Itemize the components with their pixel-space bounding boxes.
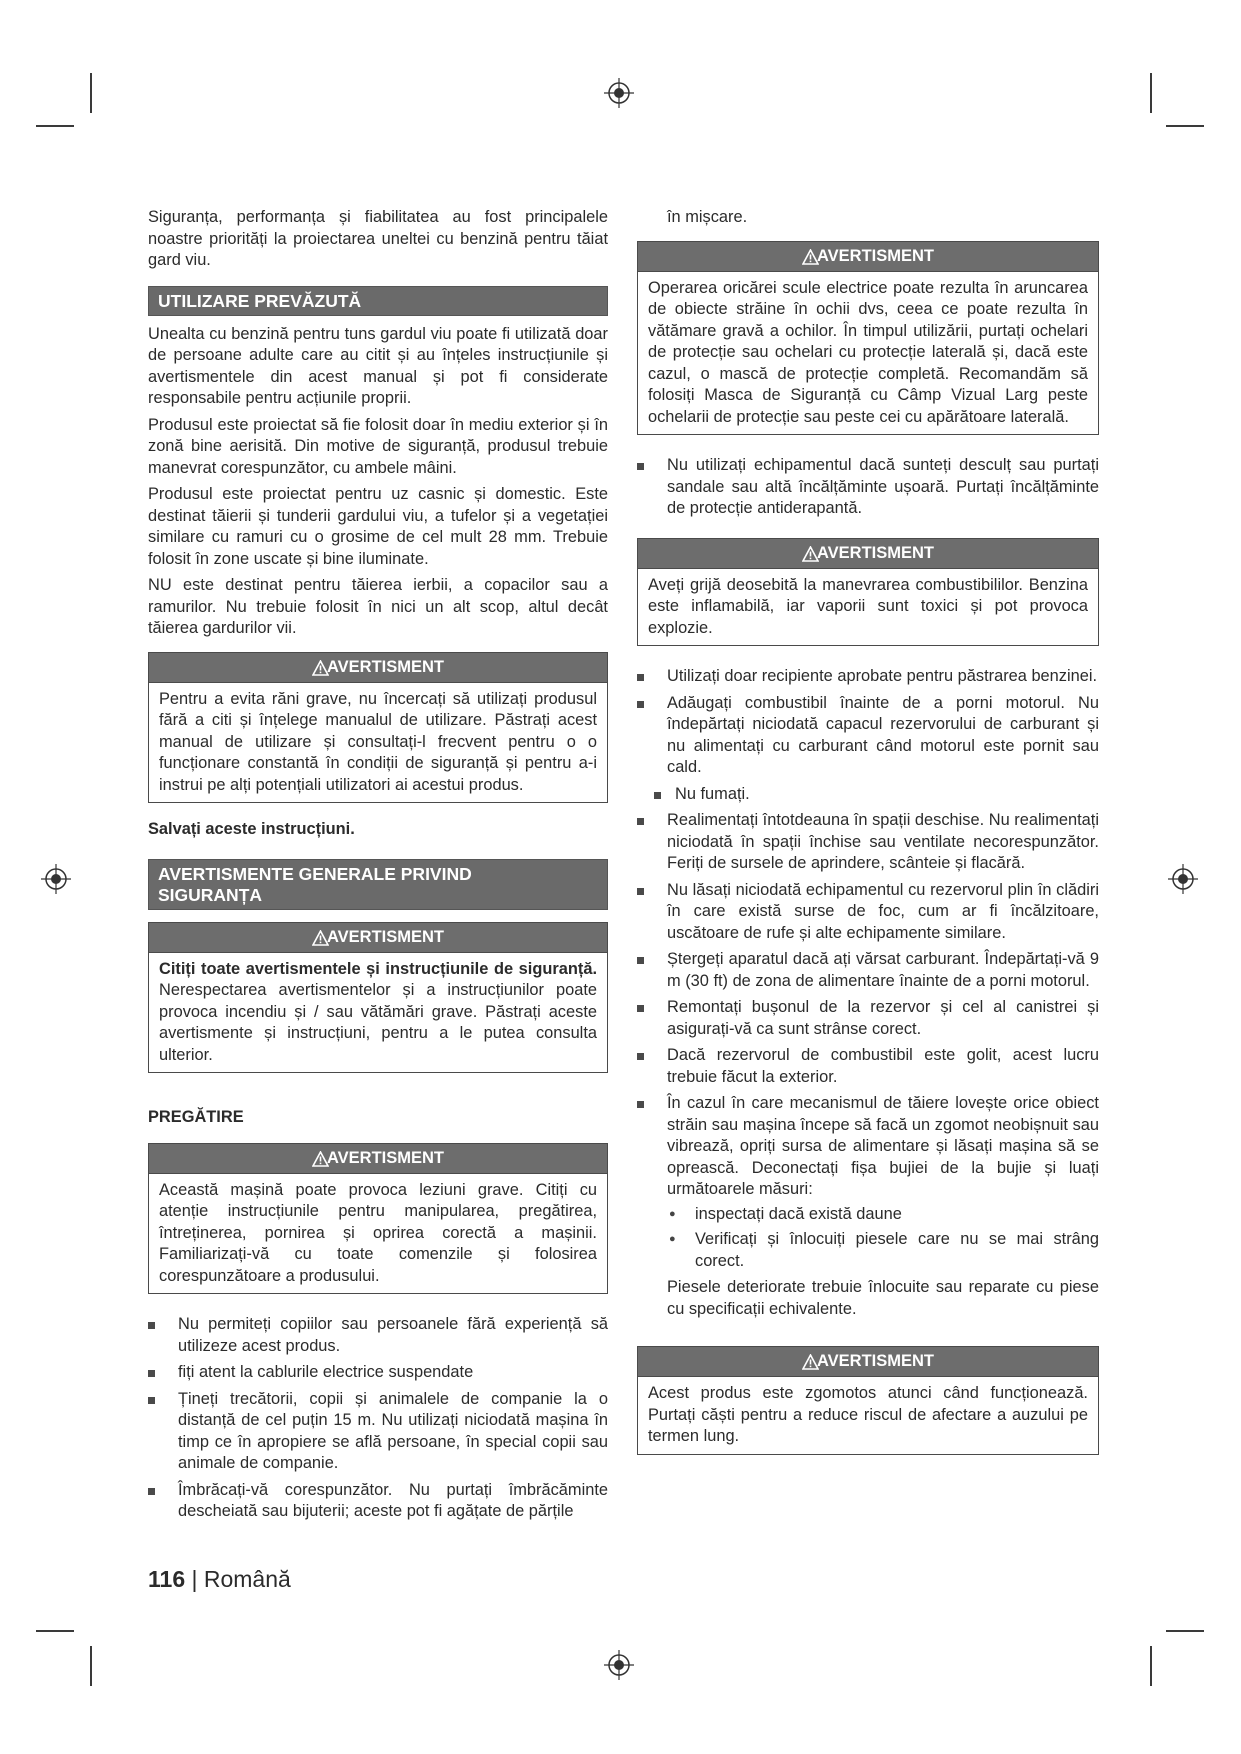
page-footer: 116 | Română (148, 1566, 291, 1592)
list-item: Dacă rezervorul de combustibil este golit, acest lucru trebuie făcut la exterior. (637, 1045, 1099, 1088)
list-item: Nu lăsați niciodată echipamentul cu rezervorul plin în clădiri în care există surse de foc, cum ar fi încălzitoare, uscătoare de rufe și alte echipamente similare. (637, 880, 1099, 945)
heading-line: SIGURANȚA (158, 884, 263, 905)
registration-mark-icon (41, 864, 71, 894)
fuel-list (637, 666, 1099, 1272)
warning-box (637, 1346, 1099, 1455)
crop-mark (90, 73, 92, 113)
warning-bold: Citiți toate avertismentele și instrucțiunile de siguranță. (159, 959, 597, 978)
list-item: Îmbrăcați-vă corespunzător. Nu purtați îmbrăcăminte descheiată sau bijuterii; aceste pot fi agățate de părțile (148, 1480, 608, 1523)
paragraph: Produsul este proiectat pentru uz casnic și domestic. Este destinat tăierii și tunderii gardului viu, a tufelor și a vegetației similare cu ramuri cu o grosime de cel mult 28 mm. Trebuie folosit în zone uscate și bine iluminate. (148, 485, 608, 568)
list-item (637, 1093, 1099, 1272)
warning-label: AVERTISMENT (326, 1148, 445, 1167)
warning-text: Acest produs este zgomotos atunci când funcționează. Purtați căști pentru a reduce riscul de afectare a auzului pe termen lung. (648, 1384, 1088, 1445)
warning-box (637, 538, 1099, 647)
warning-box (148, 652, 608, 804)
general-safety-heading (148, 859, 608, 910)
list-item: Realimentați întotdeauna în spații deschise. Nu realimentați niciodată în spații închise sau ventilate necorespunzător. Feriți de sursele de aprindere, scânteie și flacără. (637, 810, 1099, 875)
list-item: fiți atent la cablurile electrice suspendate (148, 1362, 608, 1384)
warning-label: AVERTISMENT (816, 246, 935, 265)
registration-mark-icon (1168, 864, 1198, 894)
left-column (148, 207, 608, 1528)
preparation-list (148, 1314, 608, 1523)
paragraph: NU este destinat pentru tăierea ierbii, a copacilor sau a ramurilor. Nu trebuie folosit în nici un alt scop, altul decât tăierea gardurilor vii. (148, 576, 608, 637)
sub-list-item: ● inspectați dacă există daune (667, 1204, 1099, 1226)
save-instructions: Salvați aceste instrucțiuni. (148, 820, 355, 838)
warning-header (638, 539, 1098, 569)
registration-mark-icon (604, 1650, 634, 1680)
impact-note: Piesele deteriorate trebuie înlocuite sau reparate cu piese cu specificații echivalente. (667, 1278, 1099, 1318)
list-item: Nu fumați. (654, 784, 1099, 806)
footer-language: Română (203, 1566, 291, 1592)
warning-box (637, 241, 1099, 436)
warning-label: AVERTISMENT (816, 1352, 935, 1370)
crop-mark (90, 1646, 92, 1686)
warning-header (638, 1347, 1098, 1377)
paragraph: Unealta cu benzină pentru tuns gardul viu poate fi utilizată doar de persoane adulte care au citit și au înțeles instrucțiunile și avertismentele din acest manual și pot fi considerate responsabile pentru acțiunile proprii. (148, 324, 608, 407)
crop-mark (36, 1630, 74, 1632)
warning-label: AVERTISMENT (816, 543, 935, 562)
list-item: Adăugați combustibil înainte de a porni motorul. Nu îndepărtați niciodată capacul rezervorului de carburant și nu alimentați cu carburant când motorul este pornit sau cald. (637, 693, 1099, 779)
intended-use-heading: UTILIZARE PREVĂZUTĂ (148, 286, 608, 316)
warning-rest: Nerespectarea avertismentelor și a instrucțiunilor poate provoca incendiu și / sau vătămări grave. Păstrați aceste avertismente și instrucțiuni, pentru a le putea consulta ulterior. (159, 981, 597, 1064)
crop-mark (1150, 1646, 1152, 1686)
warning-header (149, 653, 607, 683)
warning-text: Aveți grijă deosebită la manevrarea combustibililor. Benzina este inflamabilă, iar vaporii sunt toxici și pot provoca explozie. (648, 575, 1088, 637)
sub-list-item: ● Verificați și înlocuiți piesele care nu se mai strâng corect. (667, 1229, 1099, 1272)
warning-header (149, 923, 607, 953)
list-item: Nu utilizați echipamentul dacă sunteți desculț sau purtați sandale sau altă încălțăminte ușoară. Purtați încălțăminte de protecție antiderapantă. (637, 455, 1099, 520)
list-item: Utilizați doar recipiente aprobate pentru păstrarea benzinei. (637, 666, 1099, 688)
warning-box (148, 1143, 608, 1295)
list-item: Ștergeți aparatul dacă ați vărsat carburant. Îndepărtați-vă 9 m (30 ft) de zona de alimentare înainte de a porni motorul. (637, 949, 1099, 992)
right-column (637, 207, 1099, 1469)
warning-header (638, 242, 1098, 272)
page-number: 116 (148, 1566, 186, 1592)
warning-text: Operarea oricărei scule electrice poate rezulta în aruncarea de obiecte străine în ochii dvs, ceea ce poate rezulta în vătămare gravă a ochilor. În timpul utilizării, purtați ochelari de protecție sau ochelari cu protecție laterală și, dacă este cazul, o mască de protecție completă. Recomandăm să folosiți Masca de Siguranță cu Câmp Vizual Larg peste ochelarii de protecție sau peste cei cu apărătoare laterală. (648, 278, 1088, 426)
crop-mark (1166, 1630, 1204, 1632)
preparation-heading: PREGĂTIRE (148, 1108, 244, 1126)
paragraph: Produsul este proiectat să fie folosit doar în mediu exterior și în zonă bine aerisită. Din motive de siguranță, produsul trebuie manevrat corespunzător, cu ambele mâini. (148, 415, 608, 477)
warning-text (159, 959, 597, 1067)
list-item-text: În cazul în care mecanismul de tăiere lovește orice obiect străin sau mașina începe să facă un zgomot neobișnuit sau vibrează, opriți sursa de alimentare și lăsați mașina să se oprească. Deconectați fișa bujiei de la bujie și luați următoarele măsuri: (667, 1094, 1099, 1198)
warning-label: AVERTISMENT (326, 657, 445, 676)
crop-mark (36, 125, 74, 127)
crop-mark (1150, 73, 1152, 113)
sub-list (667, 1204, 1099, 1273)
list-item: Țineți trecătorii, copii și animalele de companie la o distanță de cel puțin 15 m. Nu utilizați niciodată mașina în timp ce în apropiere se află persoane, în special copii sau animale de companie. (148, 1389, 608, 1475)
intro-paragraph: Siguranța, performanța și fiabilitatea au fost principalele noastre priorități la proiectarea uneltei cu benzină pentru tăiat gard viu. (148, 208, 608, 269)
footwear-list (637, 455, 1099, 520)
warning-label: AVERTISMENT (326, 927, 445, 946)
registration-mark-icon (604, 78, 634, 108)
warning-header (149, 1144, 607, 1174)
list-item: Nu permiteți copiilor sau persoanele fără experiență să utilizeze acest produs. (148, 1314, 608, 1357)
crop-mark (1166, 125, 1204, 127)
continuation-text: în mișcare. (667, 208, 748, 226)
warning-box (148, 922, 608, 1074)
warning-text: Această mașină poate provoca leziuni grave. Citiți cu atenție instrucțiunile pentru manipularea, pregătirea, întreținerea, pornirea și oprirea corectă a mașinii. Familiarizați-vă cu toate comenzile și folosirea corespunzătoare a produsului. (159, 1180, 597, 1285)
list-item: Remontați bușonul de la rezervor și cel al canistrei și asigurați-vă ca sunt strânse corect. (637, 997, 1099, 1040)
heading-line: AVERTISMENTE GENERALE PRIVIND (158, 863, 472, 884)
warning-text: Pentru a evita răni grave, nu încercați să utilizați produsul fără a citi și înțelege manualul de utilizare. Păstrați acest manual de utilizare și consultați-l frecvent pentru o o funcționare constantă în condiții de siguranță și pentru a-i instrui pe alți potențiali utilizatori ai acestui produs. (159, 689, 597, 794)
